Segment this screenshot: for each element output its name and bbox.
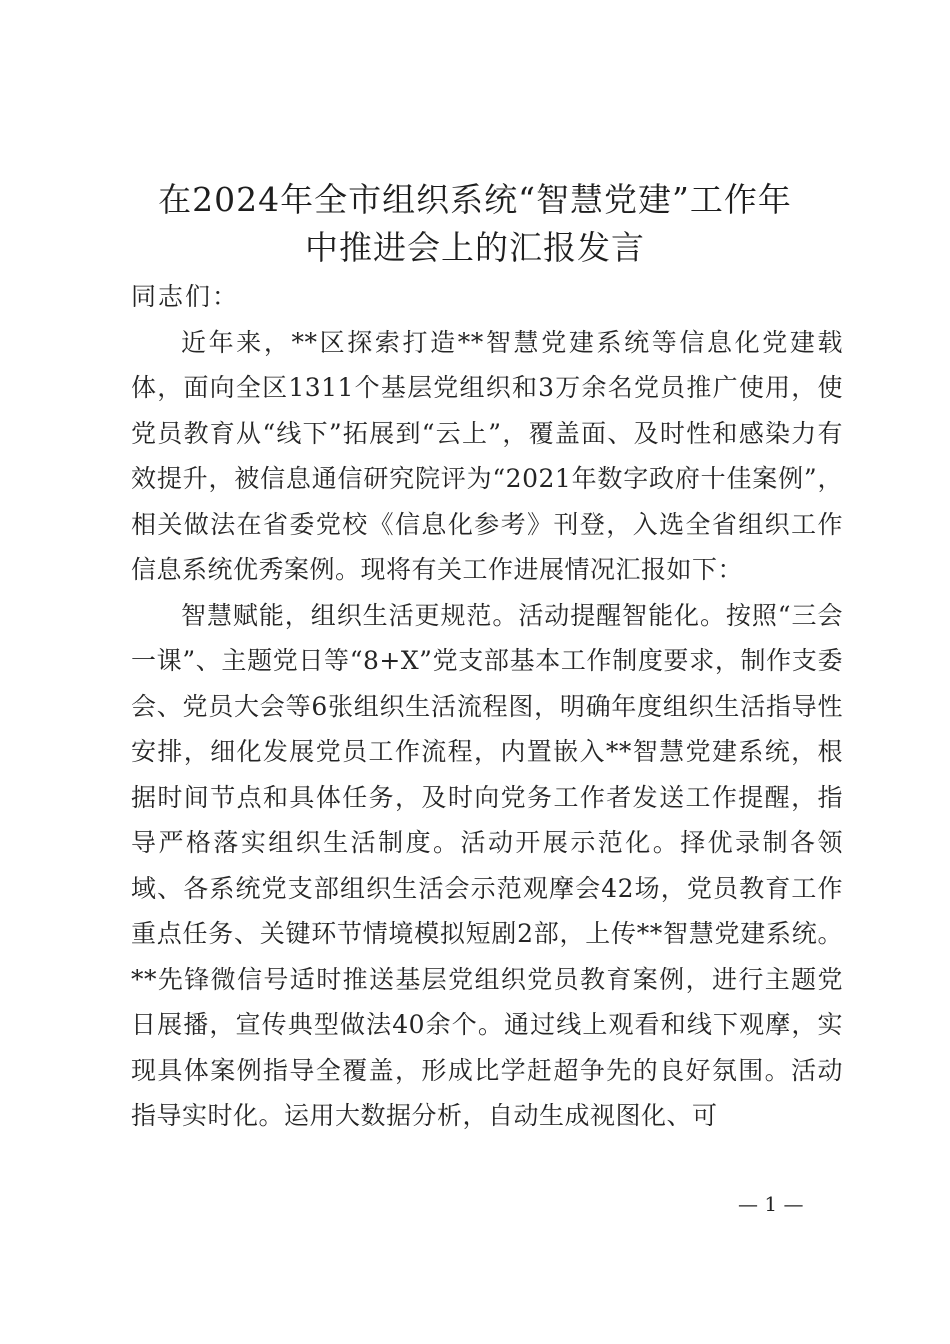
document-body [131, 274, 843, 1139]
salutation: 同志们： [131, 282, 240, 311]
paragraph-smart-empowerment: 智慧赋能，组织生活更规范。活动提醒智能化。按照“三会一课”、主题党日等“8+X”党支部基本工作制度要求，制作支委会、党员大会等6张组织生活流程图，明确年度组织生活指导性安排，细化发展党员工作流程，内置嵌入**智慧党建系统，根据时间节点和具体任务，及时向党务工作者发送工作提醒，指导严格落实组织生活制度。活动开展示范化。择优录制各领域、各系统党支部组织生活会示范观摩会42场，党员教育工作重点任务、关键环节情境模拟短剧2部，上传**智慧党建系统。**先锋微信号适时推送基层党组织党员教育案例，进行主题党日展播，宣传典型做法40余个。通过线上观看和线下观摩，实现具体案例指导全覆盖，形成比学赶超争先的良好氛围。活动指导实时化。运用大数据分析，自动生成视图化、可 [131, 600, 843, 1130]
title-line-2: 中推进会上的汇报发言 [305, 228, 645, 267]
paragraph-intro: 近年来，**区探索打造**智慧党建系统等信息化党建载体，面向全区1311个基层党组织和3万余名党员推广使用，使党员教育从“线下”拓展到“云上”，覆盖面、及时性和感染力有效提升，被信息通信研究院评为“2021年数字政府十佳案例”，相关做法在省委党校《信息化参考》刊登，入选全省组织工作信息系统优秀案例。现将有关工作进展情况汇报如下： [131, 327, 843, 584]
page-number: — 1 — [738, 1192, 804, 1216]
document-title [100, 176, 850, 272]
title-line-1: 在2024年全市组织系统“智慧党建”工作年 [158, 180, 792, 219]
